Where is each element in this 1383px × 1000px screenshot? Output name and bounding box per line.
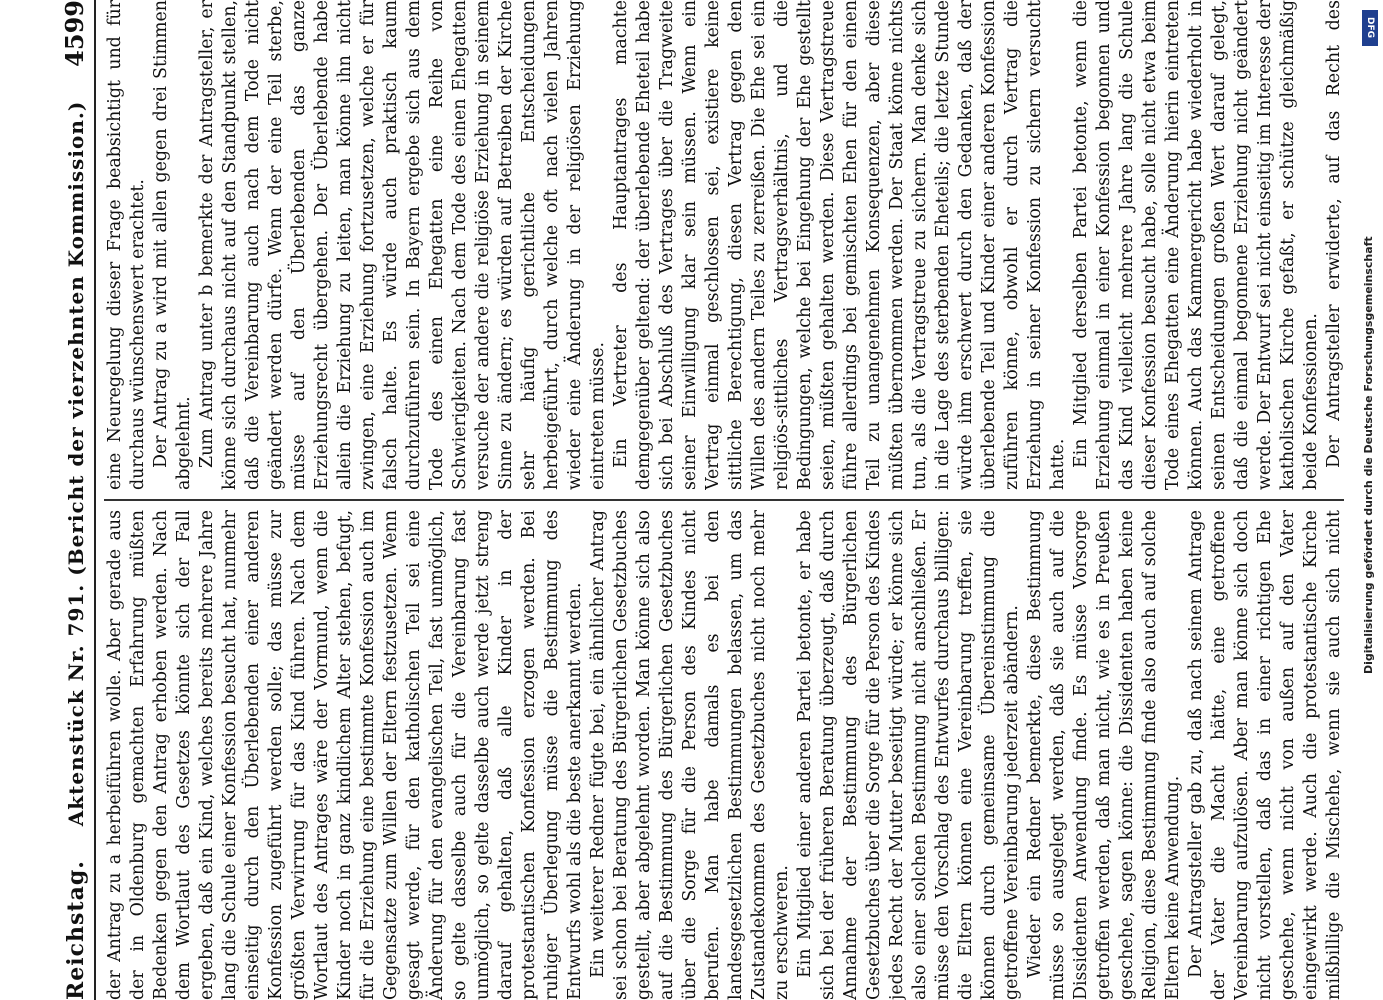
page-header <box>60 0 90 1000</box>
text-columns <box>104 0 1344 1000</box>
left-column <box>104 510 1344 1000</box>
dfg-badge: DFG <box>1362 10 1378 46</box>
page-number: 4599 <box>60 0 89 67</box>
paragraph: Ein weiterer Redner fügte bei, ein ähnlicher Antrag sei schon bei Beratung des Bürgerlichen Gesetzbuches gestellt, aber abgelehnt worden. Man könne sich also auf die Bestimmung des Bürgerlichen Gesetzbuches über die Sorge für die Person des Kindes nicht berufen. Man habe damals es bei den landesgesetzlichen Bestimmungen belassen, um das Zustandekommen des Gesetzbuches nicht noch mehr zu erschweren. <box>588 510 792 1000</box>
header-left: Reichstag. <box>63 860 89 1000</box>
column-divider <box>104 499 1344 501</box>
document-page <box>60 0 1360 1000</box>
paragraph: Der Antragsteller gab zu, daß nach seinem Antrage der Vater die Macht hätte, eine getroffene Vereinbarung aufzulösen. Aber man könne sich doch nicht vorstellen, daß das in einer richtigen Ehe geschehe, wenn nicht von außen auf den Vater eingewirkt werde. Auch die protestantische Kirche mißbillige die Mischehe, wenn sie auch sich nicht <box>1186 510 1344 1000</box>
paragraph: Ein Mitglied einer anderen Partei betonte, er habe sich bei der früheren Beratung überzeugt, daß durch Annahme der Bestimmung des Bürgerlichen Gesetzbuches über die Sorge für die Person des Kindes jedes Recht der Mutter beseitigt würde; er könne sich also einer solchen Bestimmung nicht anschließen. Er müsse den Vorschlag des Entwurfes durchaus billigen: die Eltern können eine Vereinbarung treffen, sie können durch gemeinsame Übereinstimmung die getroffene Vereinbarung jederzeit abändern. <box>795 510 1022 1000</box>
header-rule <box>94 0 96 1000</box>
digitization-credit: Digitalisierung gefördert durch die Deutsche Forschungsgemeinschaft <box>1362 236 1375 674</box>
header-center: Aktenstück Nr. 791. (Bericht der vierzehnten Kommission.) <box>64 100 88 827</box>
digitization-note <box>1362 10 1378 990</box>
paragraph: der Antrag zu a herbeiführen wolle. Aber gerade aus der in Oldenburg gemachten Erfahrung müßten Bedenken gegen den Antrag erhoben werden. Nach dem Wortlaut des Gesetzes könnte sich der Fall ergeben, daß ein Kind, welches bereits mehrere Jahre lang die Schule einer Konfession besucht hat, nunmehr einseitig durch den Überlebenden einer anderen Konfession zugeführt werden solle; das müsse zur größten Verwirrung für das Kind führen. Nach dem Wortlaut des Antrages wäre der Vormund, wenn die Kinder noch in ganz kindlichem Alter stehen, befugt, für die Erziehung eine bestimmte Konfession auch im Gegensatze zum Willen der Eltern festzusetzen. Wenn gesagt werde, für den katholischen Teil sei eine Änderung für den evangelischen Teil, fast unmöglich, so gelte dasselbe auch für die Vereinbarung fast unmöglich, so gelte dasselbe auch werde jetzt streng darauf gehalten, daß alle Kinder in der protestantischen Konfession erzogen werden. Bei ruhiger Überlegung müsse die Bestimmung des Entwurfs wohl als die beste anerkannt werden. <box>105 510 585 1000</box>
paragraph: Der Antrag zu a wird mit allen gegen drei Stimmen abgelehnt. <box>151 0 194 490</box>
paragraph: Wieder ein Redner bemerkte, diese Bestimmung müsse so ausgelegt werden, daß sie auch auf die Dissidenten Anwendung finde. Es müsse Vorsorge getroffen werden, daß man nicht, wie es in Preußen geschehe, sagen könne: die Dissidenten haben keine Religion, diese Bestimmung finde also auch auf solche Eltern keine Anwendung. <box>1025 510 1183 1000</box>
paragraph: eine Neuregelung dieser Frage beabsichtigt und für durchaus wünschenswert erachtet. <box>105 0 148 490</box>
paragraph: Ein Vertreter des Hauptantrages machte demgegenüber geltend: der überlebende Eheteil habe sich bei Abschluß des Vertrages über die Tragweite seiner Einwilligung klar sein müssen. Wenn ein Vertrag einmal geschlossen sei, existiere keine sittliche Berechtigung, diesen Vertrag gegen den Willen des andern Teiles zu zerreißen. Die Ehe sei ein religiös-sittliches Vertragsverhältnis, und die Bedingungen, welche bei Eingehung der Ehe gestellt seien, müßten gehalten werden. Diese Vertragstreue führe allerdings bei gemischten Ehen für den einen Teil zu unangenehmen Konsequenzen, aber diese müßten übernommen werden. Der Staat könne nichts tun, als die Vertragstreue zu sichern. Man denke sich in die Lage des sterbenden Eheteils; die letzte Stunde würde ihm erschwert durch den Gedanken, daß der überlebende Teil und Kinder einer anderen Konfession zuführen könne, obwohl er durch Vertrag die Erziehung in seiner Konfession zu sichern versucht hatte. <box>611 0 1068 490</box>
paragraph: Ein Mitglied derselben Partei betonte, wenn die Erziehung einmal in einer Konfession begonnen und das Kind vielleicht mehrere Jahre lang die Schule dieser Konfession besucht habe, solle nicht etwa beim Tode eines Ehegatten eine Änderung hierin eintreten können. Auch das Kammergericht habe wiederholt in seinen Entscheidungen großen Wert darauf gelegt, daß die einmal begonnene Erziehung nicht geändert werde. Der Entwurf sei nicht einseitig im Interesse der katholischen Kirche gefaßt, er schütze gleichmäßig beide Konfessionen. <box>1071 0 1321 490</box>
right-column <box>104 0 1344 490</box>
paragraph: Zum Antrag unter b bemerkte der Antragsteller, er könne sich durchaus nicht auf den Standpunkt stellen, daß die Vereinbarung auch nach dem Tode nicht geändert werden dürfe. Wenn der eine Teil sterbe, müsse auf den Überlebenden das ganze Erziehungsrecht übergehen. Der Überlebende habe allein die Erziehung zu leiten, man könne ihn nicht zwingen, eine Erziehung fortzusetzen, welche er für falsch halte. Es würde auch praktisch kaum durchzuführen sein. In Bayern ergebe sich aus dem Tode des einen Ehegatten eine Reihe von Schwierigkeiten. Nach dem Tode des einen Ehegatten versuche der andere die religiöse Erziehung in seinem Sinne zu ändern; es würden auf Betreiben der Kirche sehr häufig gerichtliche Entscheidungen herbeigeführt, durch welche oft nach vielen Jahren wieder eine Änderung in der religiösen Erziehung eintreten müsse. <box>197 0 608 490</box>
paragraph: Der Antragsteller erwiderte, auf das Recht des <box>1324 0 1344 468</box>
